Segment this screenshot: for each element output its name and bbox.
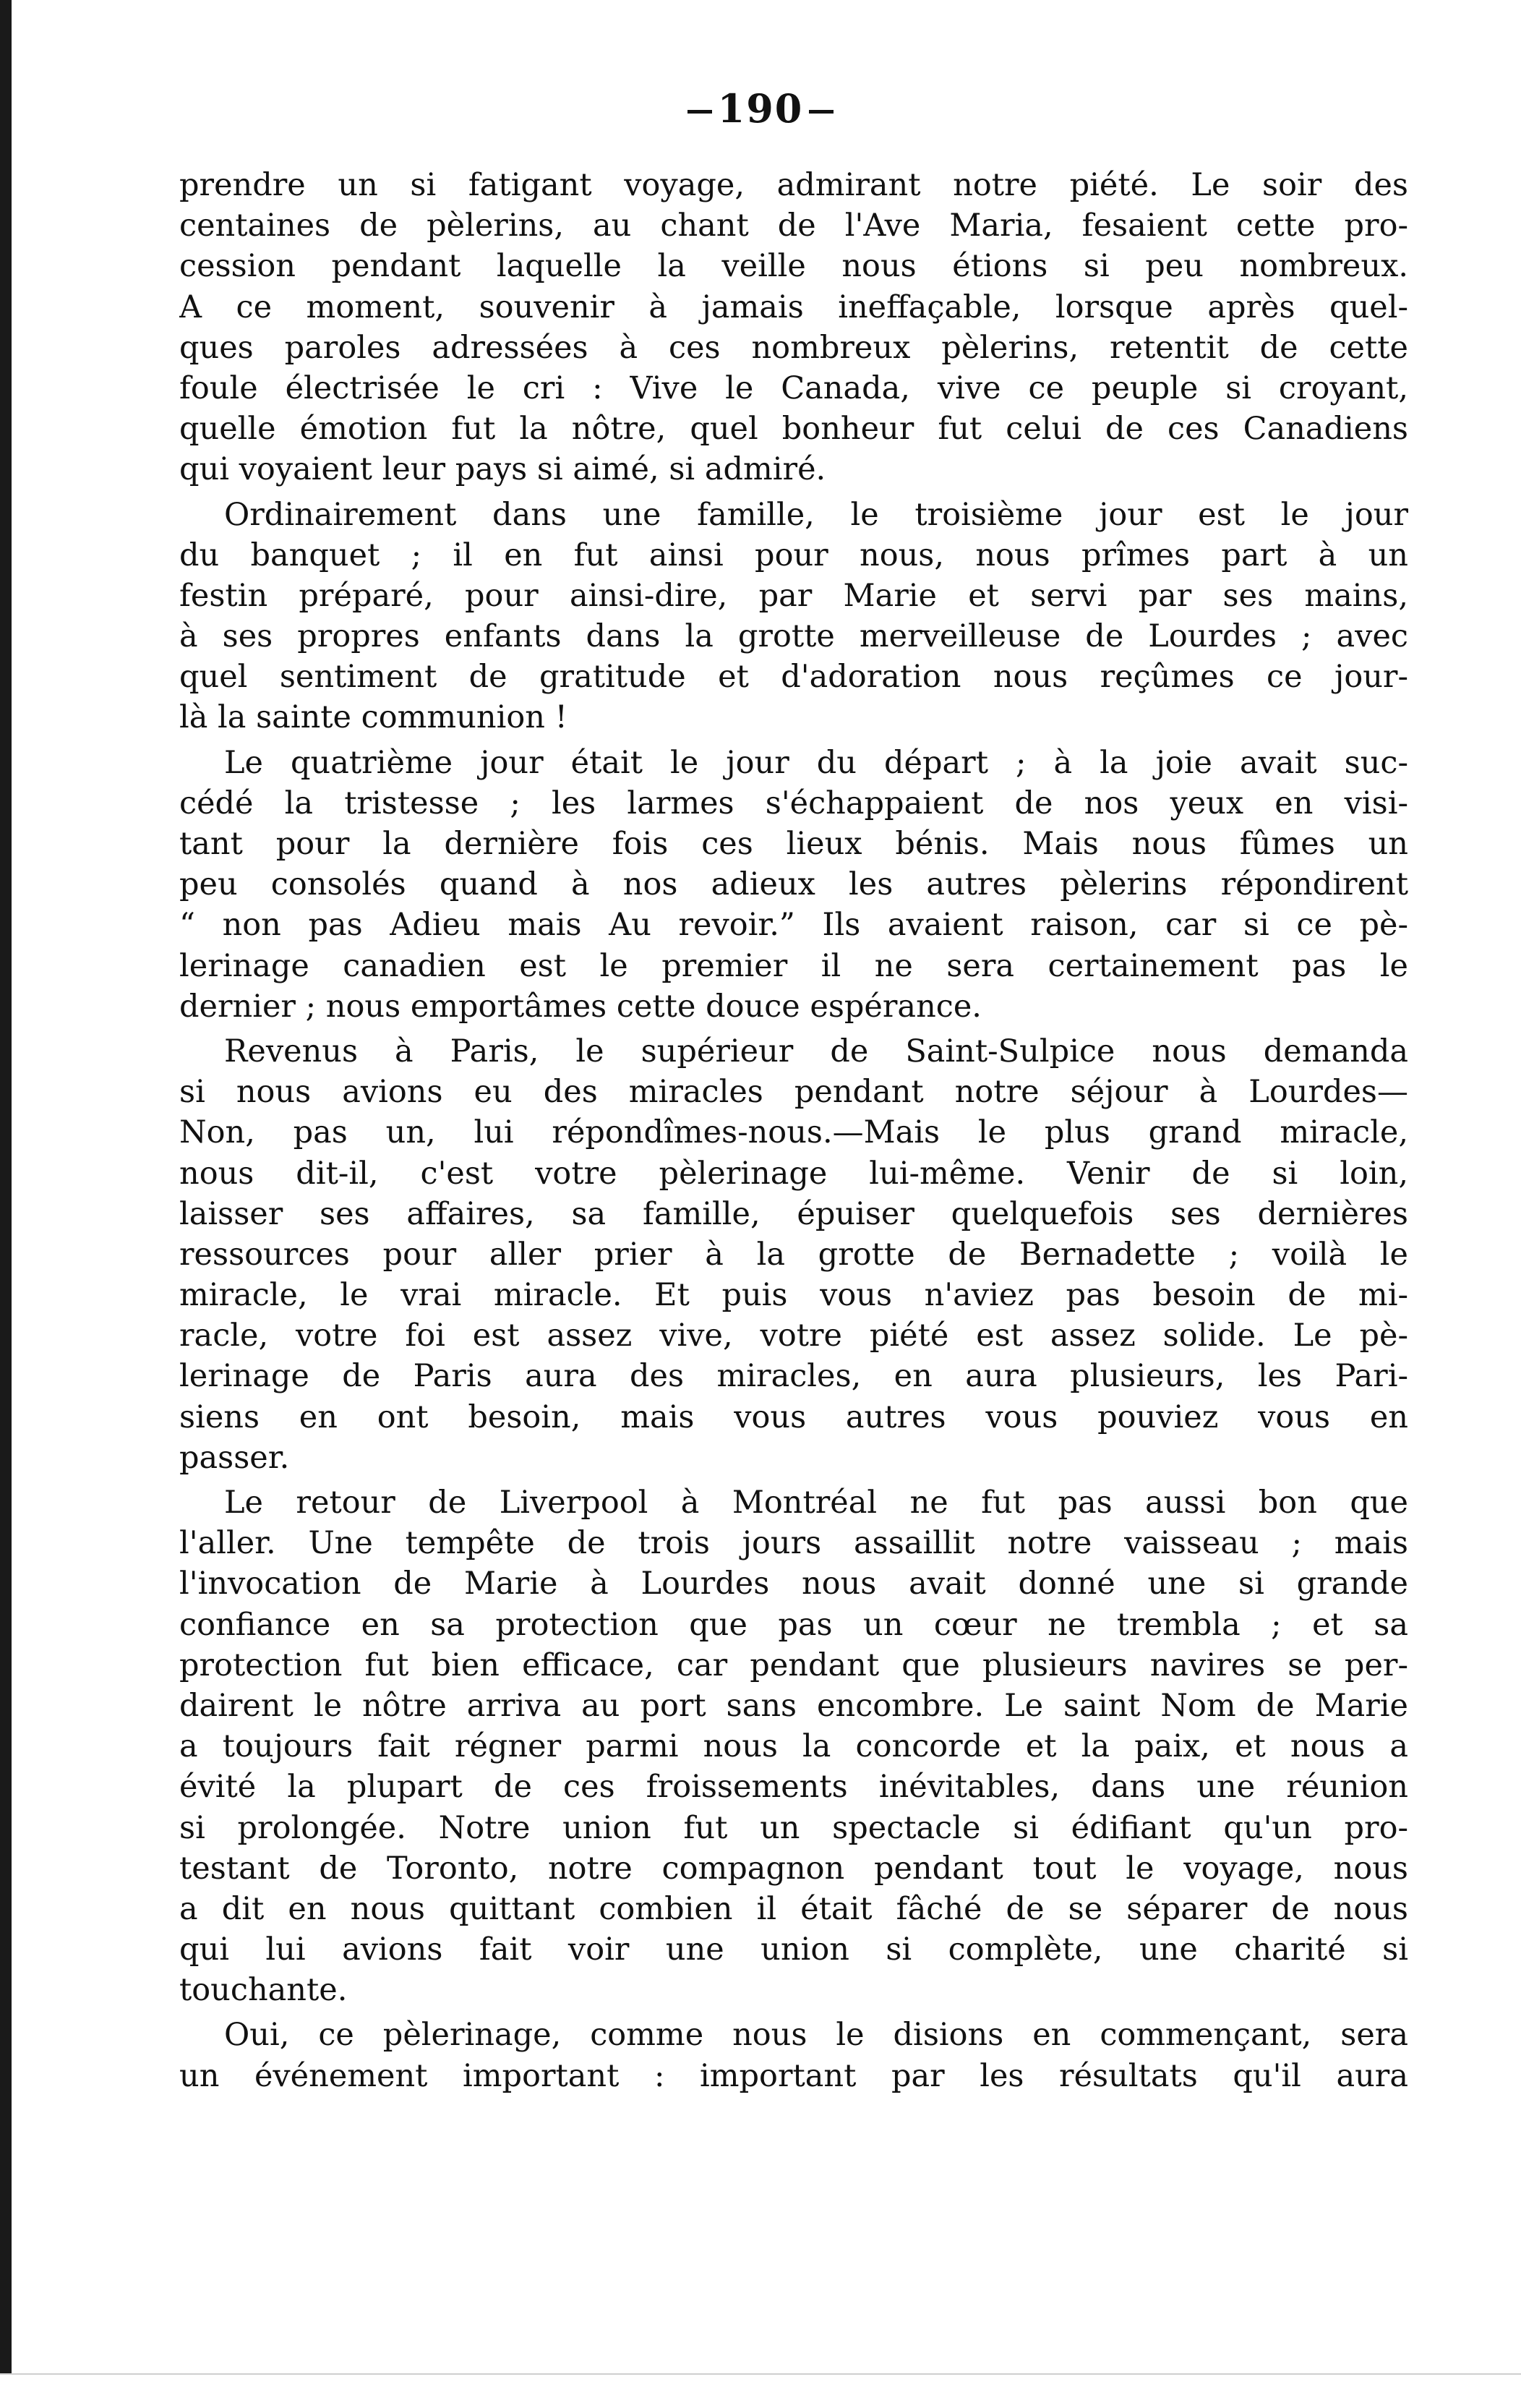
paragraph: [179, 2015, 1408, 2096]
body-text: [179, 165, 1408, 2096]
text-line: dernier ; nous emportâmes cette douce espérance.: [179, 988, 982, 1025]
text-line: a toujours fait régner parmi nous la concorde et la paix, et nous a: [179, 1728, 1408, 1765]
text-line: “ non pas Adieu mais Au revoir.” Ils avaient raison, car si ce pè-: [179, 907, 1408, 944]
text-line: quel sentiment de gratitude et d'adoration nous reçûmes ce jour-: [179, 659, 1408, 696]
text-line: miracle, le vrai miracle. Et puis vous n'aviez pas besoin de mi-: [179, 1277, 1408, 1314]
text-line: confiance en sa protection que pas un cœur ne trembla ; et sa: [179, 1606, 1408, 1643]
text-line: lerinage de Paris aura des miracles, en aura plusieurs, les Pari-: [179, 1358, 1408, 1395]
text-line: peu consolés quand à nos adieux les autres pèlerins répondirent: [179, 866, 1408, 903]
paragraph: [179, 743, 1408, 1027]
text-line: prendre un si fatigant voyage, admirant notre piété. Le soir des: [179, 167, 1408, 203]
text-line: Oui, ce pèlerinage, comme nous le disions en commençant, sera: [224, 2017, 1408, 2054]
text-line: du banquet ; il en fut ainsi pour nous, nous prîmes part à un: [179, 537, 1408, 573]
paragraph: [179, 1031, 1408, 1478]
text-line: racle, votre foi est assez vive, votre piété est assez solide. Le pè-: [179, 1318, 1408, 1354]
text-line: Le retour de Liverpool à Montréal ne fut pas aussi bon que: [224, 1485, 1408, 1521]
text-line: Revenus à Paris, le supérieur de Saint-Sulpice nous demanda: [224, 1033, 1408, 1069]
text-line: l'aller. Une tempête de trois jours assaillit notre vaisseau ; mais: [179, 1525, 1408, 1562]
text-line: dairent le nôtre arriva au port sans encombre. Le saint Nom de Marie: [179, 1687, 1408, 1724]
text-line: siens en ont besoin, mais vous autres vous pouviez vous en: [179, 1399, 1408, 1435]
page-number: 190: [0, 85, 1521, 132]
text-line: Non, pas un, lui répondîmes-nous.—Mais le plus grand miracle,: [179, 1114, 1408, 1151]
text-line: cédé la tristesse ; les larmes s'échappaient de nos yeux en visi-: [179, 785, 1408, 821]
text-line: A ce moment, souvenir à jamais ineffaçable, lorsque après quel-: [179, 289, 1408, 325]
text-line: passer.: [179, 1439, 290, 1476]
text-line: là la sainte communion !: [179, 699, 567, 736]
text-line: laisser ses affaires, sa famille, épuiser quelquefois ses dernières: [179, 1195, 1408, 1232]
text-line: tant pour la dernière fois ces lieux bénis. Mais nous fûmes un: [179, 826, 1408, 862]
paragraph: [179, 495, 1408, 738]
text-line: si nous avions eu des miracles pendant notre séjour à Lourdes—: [179, 1074, 1408, 1111]
text-line: nous dit-il, c'est votre pèlerinage lui-même. Venir de si loin,: [179, 1155, 1408, 1192]
paragraph: [179, 165, 1408, 490]
text-line: l'invocation de Marie à Lourdes nous avait donné une si grande: [179, 1566, 1408, 1602]
text-line: Ordinairement dans une famille, le troisième jour est le jour: [224, 496, 1408, 533]
text-line: festin préparé, pour ainsi-dire, par Marie et servi par ses mains,: [179, 577, 1408, 614]
text-line: évité la plupart de ces froissements inévitables, dans une réunion: [179, 1769, 1408, 1806]
text-line: centaines de pèlerins, au chant de l'Ave Maria, fesaient cette pro-: [179, 208, 1408, 244]
text-line: un événement important : important par les résultats qu'il aura: [179, 2057, 1408, 2094]
text-line: lerinage canadien est le premier il ne sera certainement pas le: [179, 947, 1408, 984]
text-line: à ses propres enfants dans la grotte merveilleuse de Lourdes ; avec: [179, 618, 1408, 655]
text-line: quelle émotion fut la nôtre, quel bonheur fut celui de ces Canadiens: [179, 411, 1408, 448]
text-line: si prolongée. Notre union fut un spectacle si édifiant qu'un pro-: [179, 1809, 1408, 1846]
paragraph: [179, 1482, 1408, 2010]
text-line: qui voyaient leur pays si aimé, si admiré.: [179, 451, 826, 488]
text-line: cession pendant laquelle la veille nous étions si peu nombreux.: [179, 248, 1408, 285]
scan-bottom-edge: [0, 2373, 1521, 2408]
text-line: ressources pour aller prier à la grotte de Bernadette ; voilà le: [179, 1236, 1408, 1273]
scan-binding-edge: [0, 0, 12, 2407]
text-line: a dit en nous quittant combien il était fâché de se séparer de nous: [179, 1890, 1408, 1927]
text-line: foule électrisée le cri : Vive le Canada, vive ce peuple si croyant,: [179, 370, 1408, 406]
text-line: qui lui avions fait voir une union si complète, une charité si: [179, 1931, 1408, 1968]
text-line: Le quatrième jour était le jour du départ ; à la joie avait suc-: [224, 744, 1408, 781]
text-line: protection fut bien efficace, car pendant que plusieurs navires se per-: [179, 1647, 1408, 1683]
text-line: testant de Toronto, notre compagnon pendant tout le voyage, nous: [179, 1850, 1408, 1887]
text-line: touchante.: [179, 1972, 348, 2009]
text-line: ques paroles adressées à ces nombreux pèlerins, retentit de cette: [179, 329, 1408, 366]
